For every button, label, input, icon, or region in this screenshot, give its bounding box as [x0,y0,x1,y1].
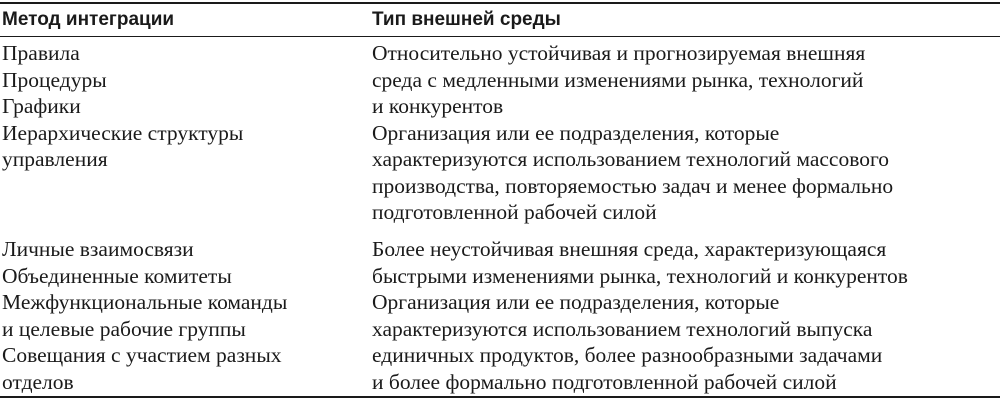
method-line: Иерархические структуры [2,120,244,145]
environment-line: Организация или ее подразделения, которые [372,120,780,145]
environment-line: Относительно устойчивая и прогнозируемая внешняя [372,41,866,65]
method-line: и целевые рабочие группы [2,316,246,341]
method-line: Межфункциональные команды [2,290,288,314]
environment-line: производства, повторяемостью задач и менее формально [372,173,894,198]
table-bottom-rule [0,396,1000,398]
environment-line: характеризуются использованием технологий массового [372,147,889,171]
environment-line: среда с медленными изменениями рынка, технологий [372,67,864,92]
method-line: Совещания с участием разных [2,343,282,367]
column-header-environment: Тип внешней среды [372,9,561,30]
method-line: Процедуры [2,67,107,92]
column-header-method: Метод интеграции [2,9,175,30]
group-1-environment [372,40,893,226]
table-top-rule [0,2,1000,4]
method-line: отделов [2,369,74,394]
environment-line: характеризуются использованием технологий выпуска [372,316,873,341]
environment-line: Более неустойчивая внешняя среда, характеризующаяся [372,237,887,261]
environment-line: и более формально подготовленной рабочей силой [372,369,837,394]
group-1-methods [2,40,243,173]
method-line: Личные взаимосвязи [2,237,194,261]
method-line: Правила [2,41,80,65]
group-2-environment [372,236,908,395]
environment-line: быстрыми изменениями рынка, технологий и конкурентов [372,263,908,288]
environment-line: Организация или ее подразделения, которые [372,290,780,314]
environment-line: подготовленной рабочей силой [372,200,657,224]
header-divider [0,36,1000,37]
method-line: Графики [2,94,81,118]
environment-line: единичных продуктов, более разнообразными задачами [372,343,883,367]
method-line: Объединенные комитеты [2,263,232,288]
group-2-methods [2,236,287,395]
environment-line: и конкурентов [372,94,504,118]
method-line: управления [2,147,108,171]
